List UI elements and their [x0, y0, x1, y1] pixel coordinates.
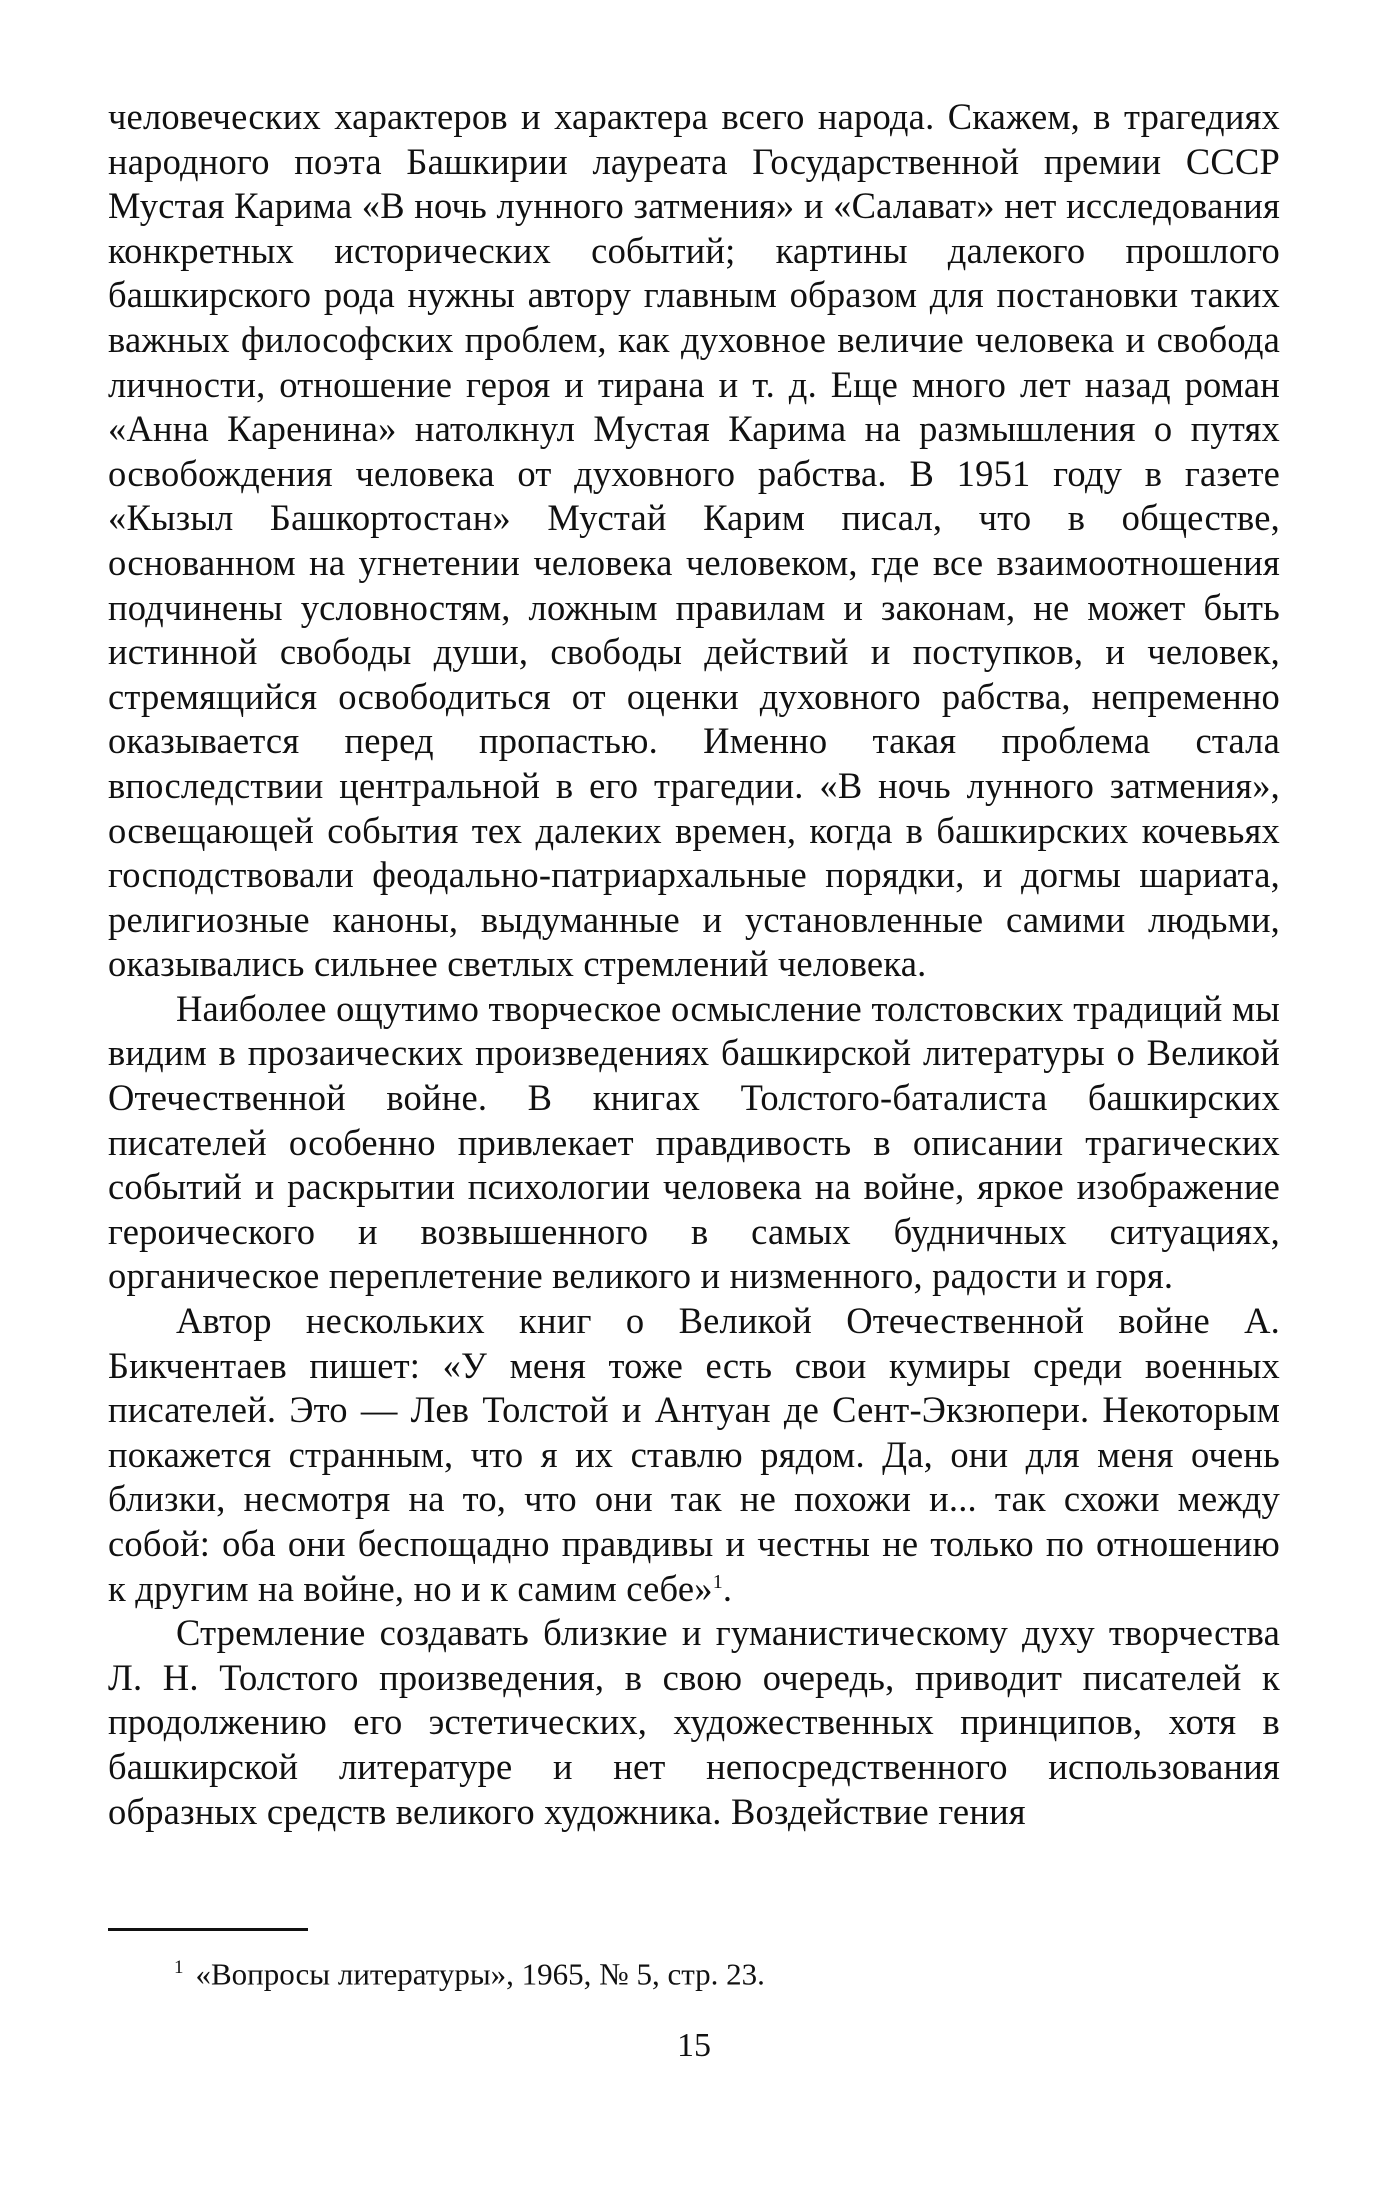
paragraph-4: Стремление создавать близкие и гуманистическому духу творчества Л. Н. Толстого произведения, в свою очередь, приводит писателей к продолжению его эстетических, художественных принципов, хотя в башкирской литературе и нет непосредственного использования образных средств великого художника. Воздействие гения	[108, 1612, 1280, 1832]
paragraph-1: человеческих характеров и характера всего народа. Скажем, в трагедиях народного поэта Башкирии лауреата Государственной премии СССР Мустая Карима «В ночь лунного затмения» и «Салават» нет исследования конкретных исторических событий; картины далекого прошлого башкирского рода нужны автору главным образом для постановки таких важных философских проблем, как духовное величие человека и свобода личности, отношение героя и тирана и т. д. Еще много лет назад роман «Анна Каренина» натолкнул Мустая Карима на размышления о путях освобождения человека от духовного рабства. В 1951 году в газете «Кызыл Башкортостан» Мустай Карим писал, что в обществе, основанном на угнетении человека человеком, где все взаимоотношения подчинены условностям, ложным правилам и законам, не может быть истинной свободы души, свободы действий и поступков, и человек, стремящийся освободиться от оценки духовного рабства, непременно оказывается перед пропастью. Именно такая проблема стала впоследствии центральной в его трагедии. «В ночь лунного затмения», освещающей события тех далеких времен, когда в башкирских кочевьях господствовали феодально-патриархальные порядки, и догмы шариата, религиозные каноны, выдуманные и установленные самими людьми, оказывались сильнее светлых стремлений человека.	[108, 96, 1280, 985]
page-body	[108, 95, 1280, 1834]
paragraph-3-text: Автор нескольких книг о Великой Отечественной войне А. Бикчентаев пишет: «У меня тоже есть свои кумиры среди военных писателей. Это — Лев Толстой и Антуан де Сент-Экзюпери. Некоторым покажется странным, что я их ставлю рядом. Да, они для меня очень близки, несмотря на то, что они так не похожи и... так схожи между собой: оба они беспощадно правдивы и честны не только по отношению к другим на войне, но и к самим себе»	[108, 1300, 1280, 1609]
footnote-divider	[108, 1928, 308, 1931]
paragraph-3	[108, 1299, 1280, 1611]
footnote-text: «Вопросы литературы», 1965, № 5, стр. 23.	[195, 1956, 765, 1992]
footnote-reference: 1	[712, 1570, 723, 1593]
footnote-mark: 1	[174, 1957, 184, 1978]
paragraph-2: Наиболее ощутимо творческое осмысление толстовских традиций мы видим в прозаических произведениях башкирской литературы о Великой Отечественной войне. В книгах Толстого-баталиста башкирских писателей особенно привлекает правдивость в описании трагических событий и раскрытии психологии человека на войне, яркое изображение героического и возвышенного в самых будничных ситуациях, органическое переплетение великого и низменного, радости и горя.	[108, 987, 1280, 1297]
paragraph-3-period: .	[722, 1567, 733, 1609]
page-number: 15	[677, 2027, 711, 2064]
footnote	[174, 1948, 1274, 1994]
